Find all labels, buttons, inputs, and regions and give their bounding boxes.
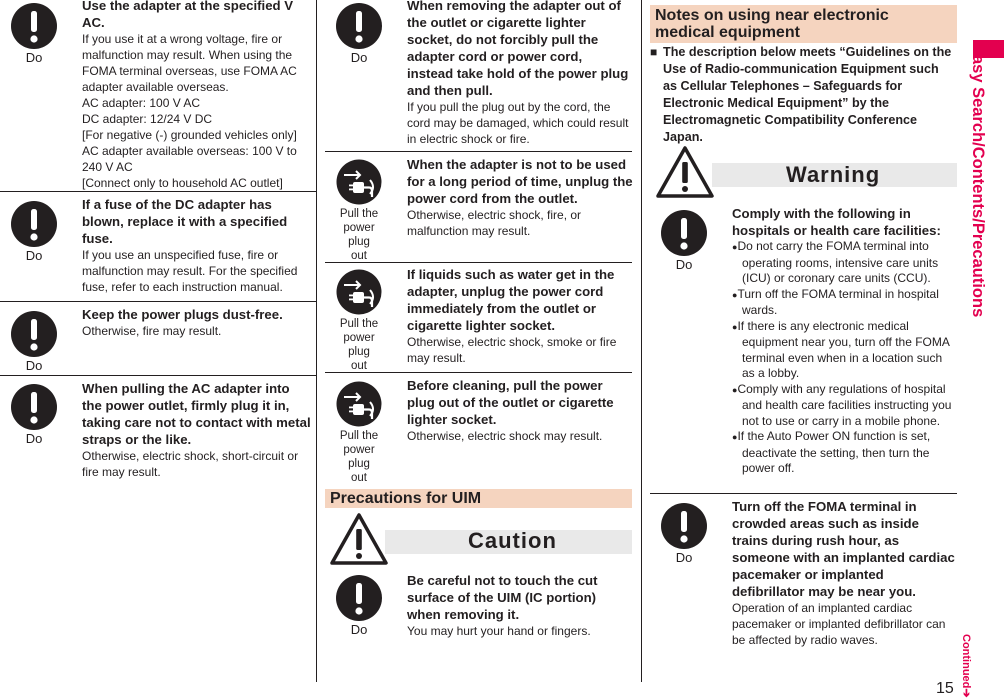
divider [0,301,316,302]
divider [325,372,632,373]
bullet-item: ●Comply with any regulations of hospital and health care facilities instructing you not to use or carry in a mobile phone. [732,381,952,428]
pull-plug-label: Pull the power plug out [339,318,379,372]
pull-plug-label: Pull the power plug out [339,208,379,262]
precaution-title: Be careful not to touch the cut surface of the UIM (IC portion) when removing it. [407,573,598,622]
precaution-title: When the adapter is not to be used for a long period of time, unplug the power cord from the outlet. [407,157,633,206]
do-label: Do [675,550,693,565]
column-divider [316,0,317,682]
warning-label: Warning [786,162,881,187]
do-icon [333,574,385,637]
precaution-title: Use the adapter at the specified V AC. [82,0,294,30]
do-icon [658,502,710,565]
precaution-body: Otherwise, electric shock, short-circuit or fire may result. [82,449,299,479]
do-label: Do [350,622,368,637]
precaution-body: Otherwise, electric shock may result. [407,429,603,443]
divider [650,493,957,494]
do-label: Do [25,431,43,446]
intro-text: The description below meets “Guidelines on the Use of Radio-communication Equipment such as Cellular Telephones – Safeguards for Electronic Medical Equipment” by the Electromagnetic Compatibility Conference Japan. [663,45,952,144]
precaution-title: Turn off the FOMA terminal in crowded areas such as inside trains during rush hour, as someone with an implanted cardiac pacemaker or implanted defibrillator may be near you. [732,499,955,599]
do-icon [8,200,60,263]
do-icon [658,209,710,272]
caution-triangle-icon [329,512,389,566]
precaution-body: If you use an unspecified fuse, fire or malfunction may result. For the specified fuse, refer to each instruction manual. [82,248,298,294]
precaution-body: Operation of an implanted cardiac pacemaker or implanted defibrillator can be affected by radio waves. [732,601,946,647]
intro-paragraph [650,44,956,146]
section-heading-text: Notes on using near electronic medical equipment [655,7,889,41]
precaution-body: AC adapter: 100 V AC [82,96,201,110]
do-icon [333,2,385,65]
divider [0,191,316,192]
warning-triangle-icon [655,145,715,199]
pull-plug-label: Pull the power plug out [339,430,379,484]
pull-plug-icon [333,159,385,263]
continued-label: Continued➔ [960,634,972,698]
section-heading [650,5,957,43]
precaution-title: If a fuse of the DC adapter has blown, replace it with a specified fuse. [82,197,288,246]
do-label: Do [675,257,693,272]
precaution-body: [Connect only to household AC outlet] [82,176,283,190]
precaution-body: Otherwise, fire may result. [82,324,222,338]
caution-label: Caution [468,528,557,553]
do-label: Do [350,50,368,65]
do-icon [8,383,60,446]
pull-plug-icon [333,381,385,485]
do-label: Do [25,248,43,263]
section-heading-text: Precautions for UIM [330,490,482,507]
precaution-title: When pulling the AC adapter into the power outlet, firmly plug it in, taking care not to contact with metal straps or the like. [82,381,311,447]
precaution-body: DC adapter: 12/24 V DC [82,112,213,126]
bullet-item: ●If the Auto Power ON function is set, deactivate the setting, then turn the power off. [732,429,931,475]
section-heading [325,489,632,508]
precaution-body: You may hurt your hand or fingers. [407,624,591,638]
precaution-title: When removing the adapter out of the outlet or cigarette lighter socket, do not forcibly pull the adapter cord or power cord, instead take hold of the power plug and then pull. [407,0,629,98]
precaution-title: If liquids such as water get in the adapter, unplug the power cord immediately from the outlet or cigarette lighter socket. [407,267,615,333]
do-label: Do [25,50,43,65]
bullet-item: ●Turn off the FOMA terminal in hospital wards. [732,286,939,317]
precaution-body: If you use it at a wrong voltage, fire or malfunction may result. When using the FOMA terminal overseas, use FOMA AC adapter available overseas. [82,32,297,94]
precaution-body: [For negative (-) grounded vehicles only] [82,128,297,142]
divider [0,375,316,376]
precaution-body: AC adapter available overseas: 100 V to 240 V AC [82,144,297,174]
precaution-title: Before cleaning, pull the power plug out of the outlet or cigarette lighter socket. [407,378,614,427]
precaution-body: If you pull the plug out by the cord, the cord may be damaged, which could result in electric shock or fire. [407,100,629,146]
do-icon [8,2,60,65]
column-divider [641,0,642,682]
precaution-body: Otherwise, electric shock, fire, or malfunction may result. [407,208,582,238]
bullet-item: ●Do not carry the FOMA terminal into operating rooms, intensive care units (ICU) or coronary care units (CCU). [732,239,939,285]
precaution-title: Comply with the following in hospitals or health care facilities: [732,206,941,238]
pull-plug-icon [333,269,385,373]
intro-marker: ■ [650,45,658,59]
bullet-item: ●If there is any electronic medical equipment near you, turn off the FOMA terminal even when in a location such as a lobby. [732,318,950,380]
do-icon [8,310,60,373]
divider [325,262,632,263]
page-number: 15 [936,680,954,697]
precaution-title: Keep the power plugs dust-free. [82,307,283,322]
precaution-body: Otherwise, electric shock, smoke or fire may result. [407,335,617,365]
do-label: Do [25,358,43,373]
side-title: Easy Search/Contents/Precautions [969,44,987,318]
divider [325,151,632,152]
